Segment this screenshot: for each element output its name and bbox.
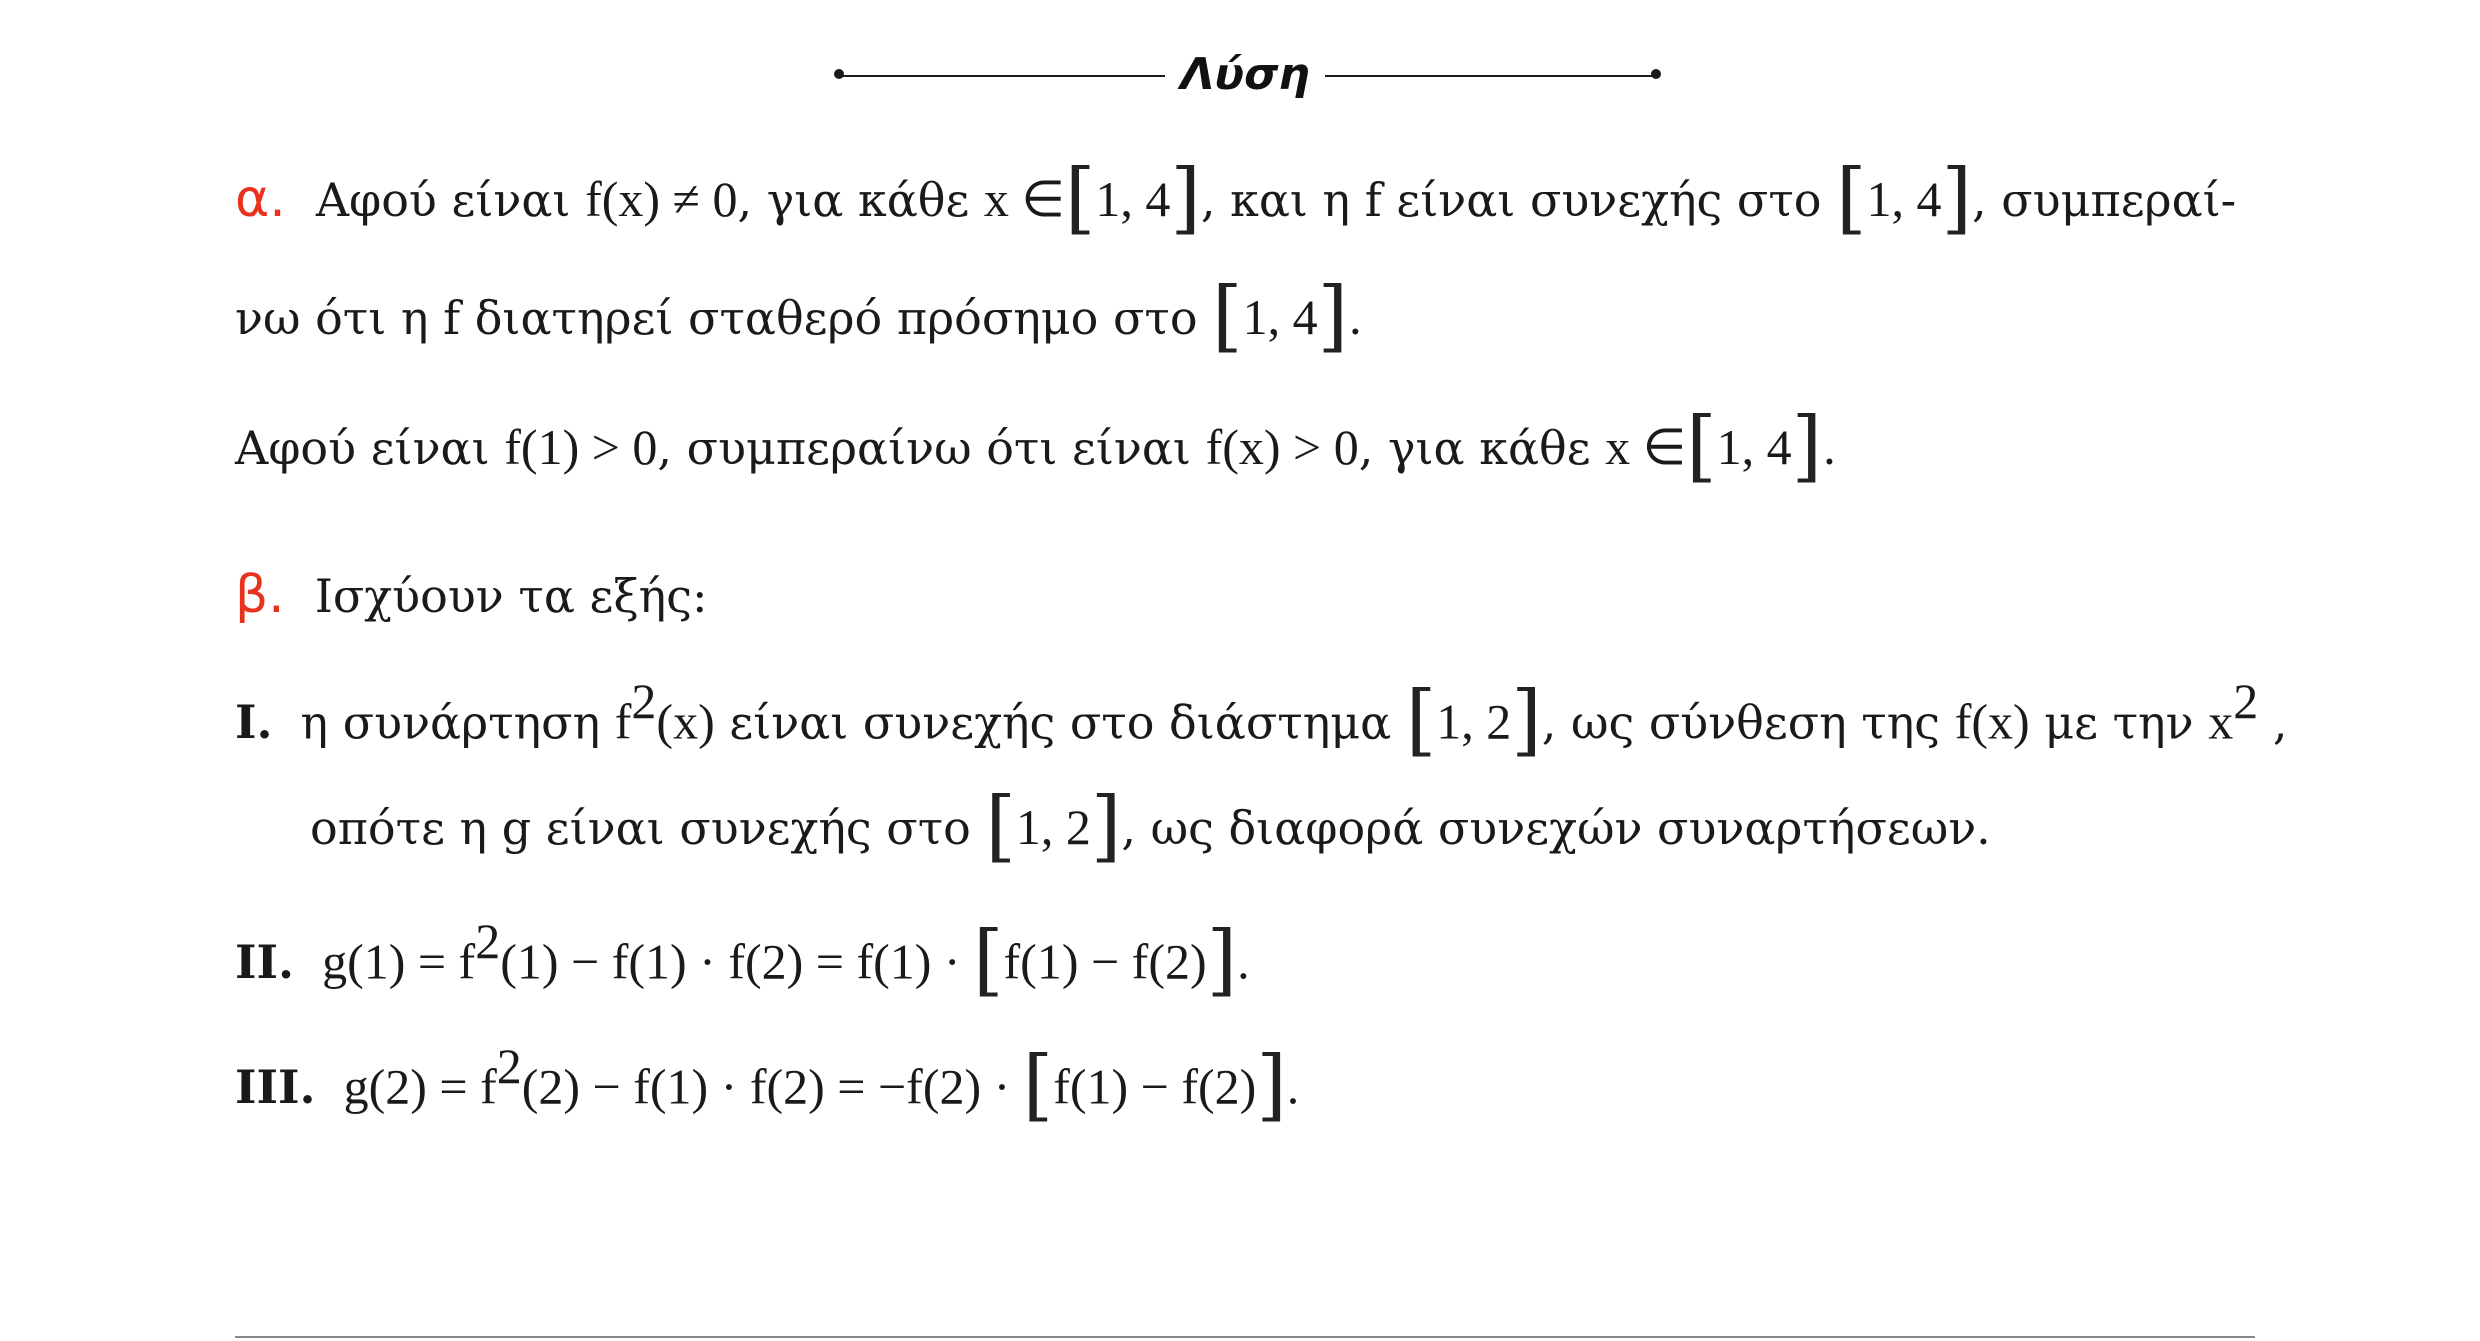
math: f(1) − f(2) xyxy=(1003,933,1207,990)
bracket-close: ] xyxy=(1941,153,1972,243)
text: η συνάρτηση xyxy=(300,695,615,750)
bracket-close: ] xyxy=(1511,675,1542,766)
text: οπότε η g είναι συνεχής στο xyxy=(310,801,986,855)
bracket-open: [ xyxy=(1405,675,1437,766)
bracket-close: ] xyxy=(1791,401,1823,491)
text: . xyxy=(1348,291,1363,345)
math: . xyxy=(1237,933,1250,990)
math: (x) xyxy=(656,693,715,750)
text: , ως διαφορά συνεχών συναρτήσεων. xyxy=(1121,801,1991,855)
item-label-ii: II. xyxy=(235,935,295,990)
math: x ∈ xyxy=(1605,419,1687,475)
bracket-close: ] xyxy=(1317,271,1349,361)
math: g(1) = f xyxy=(322,933,476,990)
item-label-iii: III. xyxy=(235,1060,316,1115)
part-b-ii xyxy=(235,905,1250,1006)
part-b-iii xyxy=(235,1030,1300,1131)
bracket-open: [ xyxy=(985,781,1016,871)
item-label-i: I. xyxy=(235,695,273,750)
math: g(2) = f xyxy=(343,1058,497,1115)
math: f(x) > 0 xyxy=(1205,419,1359,475)
math: f(x) xyxy=(1954,693,2030,750)
interval: 1, 2 xyxy=(1436,693,1512,750)
interval: 1, 4 xyxy=(1866,171,1942,227)
text: Ισχύουν τα εξής: xyxy=(314,569,708,623)
header-rule-right xyxy=(1325,75,1655,77)
math: (2) − f(1) · f(2) = −f(2) · xyxy=(521,1058,1023,1115)
part-a-line-3 xyxy=(235,398,1837,491)
bracket-open: [ xyxy=(1212,271,1243,361)
bracket-close: ] xyxy=(1170,153,1201,243)
math: f(x) ≠ 0 xyxy=(585,171,738,227)
text: , xyxy=(2258,695,2288,750)
text: . xyxy=(1822,421,1837,475)
interval: 1, 4 xyxy=(1716,419,1792,475)
part-a-line-2 xyxy=(235,268,1363,361)
text: είναι συνεχής στο διάστημα xyxy=(714,695,1406,750)
bracket-open: [ xyxy=(1022,1040,1054,1131)
part-b-intro xyxy=(235,555,708,635)
header-dot-right xyxy=(1651,69,1661,79)
header-rule-left xyxy=(840,75,1165,77)
section-header xyxy=(0,40,2480,110)
math: f(1) − f(2) xyxy=(1053,1058,1257,1115)
math: . xyxy=(1286,1058,1300,1115)
interval: 1, 4 xyxy=(1095,171,1171,227)
bracket-open: [ xyxy=(1064,153,1096,243)
bracket-close: ] xyxy=(1206,915,1238,1006)
math: x ∈ xyxy=(983,171,1065,227)
bracket-close: ] xyxy=(1256,1040,1287,1131)
text: , και η f είναι συνεχής στο xyxy=(1200,173,1837,227)
superscript: 2 xyxy=(496,1038,522,1094)
interval: 1, 4 xyxy=(1242,289,1318,345)
part-b-i-line-1 xyxy=(235,665,2288,766)
interval: 1, 2 xyxy=(1015,799,1091,855)
section-title: Λύση xyxy=(1180,49,1310,100)
part-b-marker: β. xyxy=(235,565,285,625)
text: , ως σύνθεση της xyxy=(1541,695,1955,750)
part-a-line-1 xyxy=(235,150,2237,243)
math: f(1) > 0 xyxy=(504,419,658,475)
text: Αφού είναι xyxy=(235,421,505,475)
text: με την xyxy=(2029,695,2209,750)
text: , για κάθε xyxy=(737,173,984,227)
bracket-close: ] xyxy=(1090,781,1122,871)
part-b-i-line-2 xyxy=(310,778,1991,871)
text: Αφού είναι xyxy=(315,173,586,227)
math: f xyxy=(614,693,632,750)
footer-rule xyxy=(235,1336,2255,1338)
math: x xyxy=(2208,693,2234,750)
text: , συμπεραίνω ότι είναι xyxy=(657,421,1206,475)
superscript: 2 xyxy=(475,913,501,969)
text: νω ότι η f διατηρεί σταθερό πρόσημο στο xyxy=(235,291,1213,345)
header-dot-left xyxy=(834,69,844,79)
bracket-open: [ xyxy=(1686,401,1717,491)
text: , για κάθε xyxy=(1358,421,1606,475)
math: (1) − f(1) · f(2) = f(1) · xyxy=(500,933,974,990)
text: , συμπεραί- xyxy=(1971,173,2237,227)
bracket-open: [ xyxy=(1836,153,1867,243)
part-a-marker: α. xyxy=(235,169,286,229)
superscript: 2 xyxy=(631,673,657,729)
superscript: 2 xyxy=(2233,673,2259,729)
bracket-open: [ xyxy=(973,915,1004,1006)
